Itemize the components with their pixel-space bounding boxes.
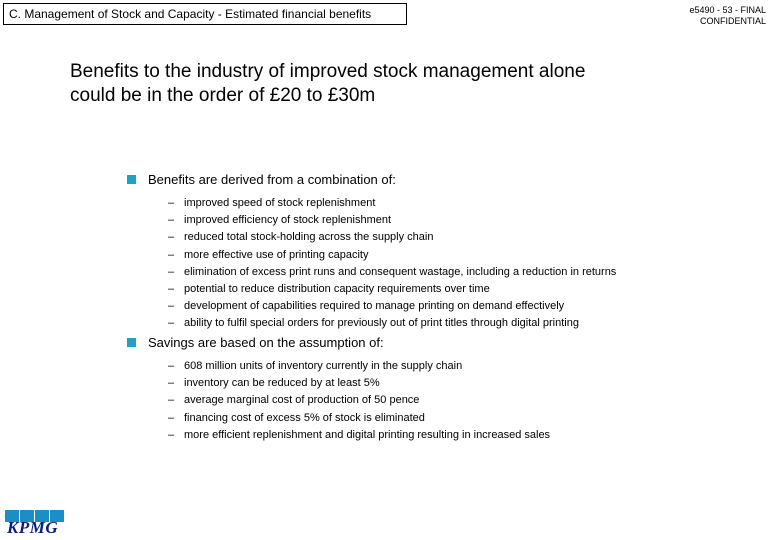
confidentiality-label: CONFIDENTIAL [699, 16, 766, 26]
list-item-text: 608 million units of inventory currently in the supply chain [184, 360, 463, 372]
list-item-text: potential to reduce distribution capacity requirements over time [184, 282, 490, 295]
list-item [127, 375, 767, 392]
savings-group [127, 334, 767, 444]
list-item-text: elimination of excess print runs and consequent wastage, including a reduction in returns [184, 265, 617, 278]
benefits-list [127, 195, 767, 333]
list-item-text: average marginal cost of production of 50 pence [184, 394, 420, 407]
list-item [127, 281, 767, 298]
list-item [127, 247, 767, 264]
list-item-text: reduced total stock-holding across the supply chain [184, 231, 434, 244]
list-item [127, 229, 767, 246]
list-item [127, 212, 767, 229]
page-headline [70, 60, 750, 108]
list-item [127, 392, 767, 409]
list-item-text: more effective use of printing capacity [184, 248, 369, 261]
dash-icon: – [168, 214, 175, 227]
benefits-heading-text: Benefits are derived from a combination of: [148, 172, 396, 187]
dash-icon: – [168, 231, 175, 244]
list-item-text: improved efficiency of stock replenishment [184, 214, 392, 227]
list-item [127, 358, 767, 375]
savings-heading-text: Savings are based on the assumption of: [148, 335, 384, 350]
dash-icon: – [168, 317, 175, 330]
list-item [127, 264, 767, 281]
list-item-text: improved speed of stock replenishment [184, 197, 376, 209]
dash-icon: – [168, 197, 175, 209]
square-bullet-icon [127, 338, 136, 347]
list-item-text: financing cost of excess 5% of stock is eliminated [184, 411, 425, 424]
dash-icon: – [168, 265, 175, 278]
document-reference: e5490 - 53 - FINAL [689, 5, 766, 15]
benefits-heading [127, 171, 767, 189]
dash-icon: – [168, 377, 175, 390]
list-item [127, 195, 767, 212]
list-item [127, 427, 767, 444]
list-item [127, 410, 767, 427]
benefits-group [127, 171, 767, 333]
document-meta [689, 5, 766, 27]
dash-icon: – [168, 300, 175, 313]
section-title: C. Management of Stock and Capacity - Estimated financial benefits [3, 3, 407, 25]
dash-icon: – [168, 428, 175, 441]
kpmg-logo [5, 510, 67, 538]
dash-icon: – [168, 248, 175, 261]
headline-line-1: Benefits to the industry of improved stock management alone [70, 61, 586, 82]
list-item-text: ability to fulfil special orders for previously out of print titles through digital printing [184, 317, 579, 330]
savings-list [127, 358, 767, 444]
dash-icon: – [168, 411, 175, 424]
square-bullet-icon [127, 175, 136, 184]
list-item [127, 315, 767, 332]
list-item-text: more efficient replenishment and digital printing resulting in increased sales [184, 428, 551, 441]
list-item-text: development of capabilities required to manage printing on demand effectively [184, 300, 565, 313]
list-item-text: inventory can be reduced by at least 5% [184, 377, 380, 390]
dash-icon: – [168, 394, 175, 407]
dash-icon: – [168, 282, 175, 295]
kpmg-logo-text: KPMG [7, 518, 59, 537]
dash-icon: – [168, 360, 175, 372]
list-item [127, 298, 767, 315]
headline-line-2: could be in the order of £20 to £30m [70, 85, 376, 106]
savings-heading [127, 334, 767, 352]
